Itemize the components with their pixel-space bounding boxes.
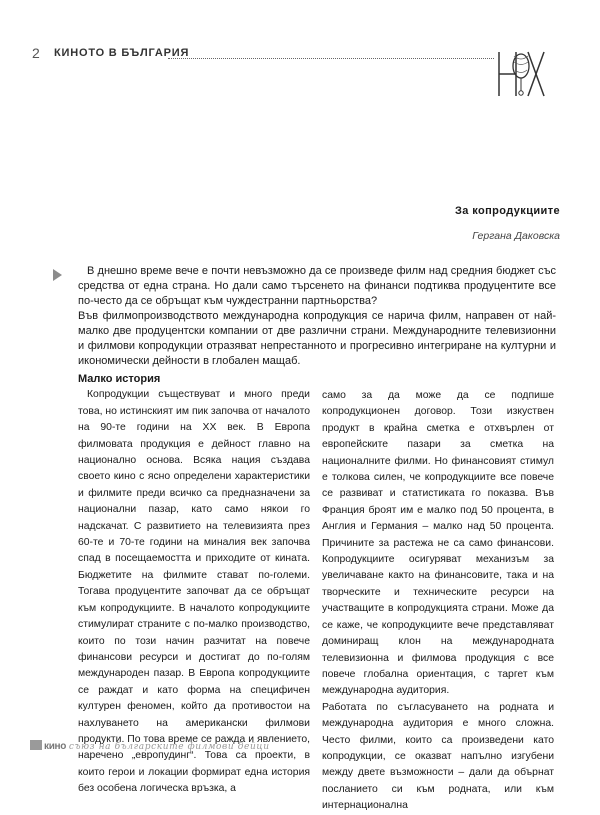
lead-marker	[53, 269, 62, 281]
dotted-rule	[168, 58, 494, 59]
column-left	[78, 371, 310, 798]
body-paragraph: Работата по съгласуването на родната и международна аудитория е много сложна. Често филми, които са произведени като копродукции, се оказват напълно изгубени между двете възможности – дали да обърнат посланието си към родната, или към интернационална	[322, 701, 554, 812]
section-heading: Малко история	[78, 373, 161, 385]
footer	[30, 740, 270, 752]
page-number: 2	[32, 45, 40, 61]
running-title: КИНОТО В БЪЛГАРИЯ	[54, 47, 190, 59]
logo-text: НОХ	[516, 98, 526, 103]
article-author: Гергана Даковска	[472, 230, 560, 242]
body-paragraph: Копродукции съществуват и много преди това, но истинският им пик започва от началото на 90-те години на XX век. В Европа филмовата продукция е дейност главно на национално основа. Всяка нация създава своето кино с ясно определени характеристики и филмите преди всичко са предназначени за национални пазар, като само някои го надскачат. С развитието на телевизията през 60-те и 70-те години на миналия век започва спад в посещаемостта и приходите от кината. Бюджетите на филмите стават по-големи. Тогава продуцентите започват да се обръщат към копродукциите. В началото копродукциите стимулират страните с по-малко производство, които по този начин разчитат на повече финансови ресурси и достигат до по-голям международен пазар. В Европа копродукциите се раждат и като форма на специфичен културен феномен, който да противостои на нахлуването на американски филмови продукти. По това време се ражда и явлението, наречено „европудинг“. Това са проекти, в които герои и локации формират една история без особена логическа връзка, а	[78, 389, 310, 795]
footer-block	[30, 740, 42, 750]
footer-brand: кино	[44, 741, 67, 752]
body-paragraph: само за да може да се подпише копродукционен договор. Този изкуствен продукт в крайна сметка е отхвърлен от европейските пазари за сметка на националните филми. Но финансовият стимул е толкова силен, че копродукциите все повече се развиват и статистиката го показва. Във Франция броят им е малко под 50 процента, в Англия и Германия – малко над 50 процента. Причините за растежа не са само финансови. Копродукциите осигуряват механизъм за увеличаване както на финансовите, така и на творческите и техническите ресурси на участващите в копродукцията страни. Може да се каже, че копродукциите вече представляват доминиращ клон на международната телевизионна и филмова продукция с все повече глобална ориентация, с таргет към международна аудитория.	[322, 390, 554, 697]
article-title: За копродукциите	[454, 205, 560, 217]
magazine-logo	[494, 44, 548, 104]
footer-tagline: съюз на българските филмови дейци	[68, 742, 270, 752]
lead-paragraph: Във филмопроизводството международна копродукция се нарича филм, направен от най-малко две продуцентски компании от две различни страни. Международните телевизионни и филмови копродукции отразяват непрестанното и прогресивно интегриране на културни и икономически дейности в глобален мащаб.	[78, 310, 556, 367]
lead-paragraph: В днешно време вече е почти невъзможно да се произведе филм над средния бюджет със средства от една страна. Но дали само търсенето на финанси подтиква продуцентите все по-често да се обръщат към чуждестранни партньорства?	[78, 265, 556, 307]
column-right	[322, 388, 554, 815]
lead	[78, 264, 556, 369]
